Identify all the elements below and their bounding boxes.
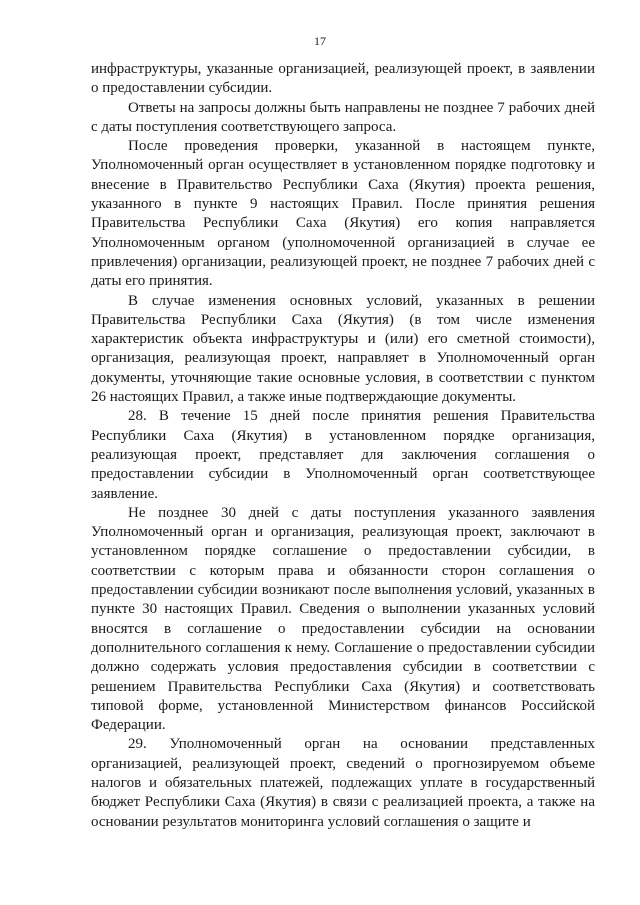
paragraph-6: Не позднее 30 дней с даты поступления указанного заявления Уполномоченный орган и организация, реализующая проект, заключают в установленном порядке соглашение о предоставлении субсидии, в соответствии с которым права и обязанности сторон соглашения о предоставлении субсидии возникают после выполнения условий, указанных в пункте 30 настоящих Правил. Сведения о выполнении указанных условий вносятся в соглашение о предоставлении субсидии на основании дополнительного соглашения к нему. Соглашение о предоставлении субсидии должно содержать условия предоставления субсидии в соответствии с решением Правительства Республики Саха (Якутия) и соответствовать типовой форме, установленной Министерством финансов Российской Федерации. <box>91 504 595 734</box>
paragraph-3: После проведения проверки, указанной в настоящем пункте, Уполномоченный орган осуществляет в установленном порядке подготовку и внесение в Правительство Республики Саха (Якутия) проекта решения, указанного в пункте 9 настоящих Правил. После принятия решения Правительства Республики Саха (Якутия) его копия направляется Уполномоченным органом (уполномоченной организацией в случае ее привлечения) организации, реализующей проект, не позднее 7 рабочих дней с даты его принятия. <box>91 138 595 290</box>
body-text <box>91 60 595 832</box>
paragraph-5: 28. В течение 15 дней после принятия решения Правительства Республики Саха (Якутия) в установленном порядке организация, реализующая проект, представляет для заключения соглашения о предоставлении субсидии в Уполномоченный орган соответствующее заявление. <box>91 408 595 502</box>
paragraph-7: 29. Уполномоченный орган на основании представленных организацией, реализующей проект, сведений о прогнозируемом объеме налогов и обязательных платежей, подлежащих уплате в государственный бюджет Республики Саха (Якутия) в связи с реализацией проекта, а также на основании результатов мониторинга условий соглашения о защите и <box>91 736 595 830</box>
page-number: 17 <box>314 34 326 48</box>
paragraph-1: инфраструктуры, указанные организацией, реализующей проект, в заявлении о предоставлении субсидии. <box>91 61 595 97</box>
paragraph-4: В случае изменения основных условий, указанных в решении Правительства Республики Саха (Якутия) (в том числе изменения характеристик объекта инфраструктуры и (или) его сметной стоимости), организация, реализующая проект, направляет в Уполномоченный орган документы, уточняющие такие основные условия, в соответствии с пунктом 26 настоящих Правил, а также иные подтверждающие документы. <box>91 292 595 406</box>
paragraph-2: Ответы на запросы должны быть направлены не позднее 7 рабочих дней с даты поступления соответствующего запроса. <box>91 99 595 135</box>
